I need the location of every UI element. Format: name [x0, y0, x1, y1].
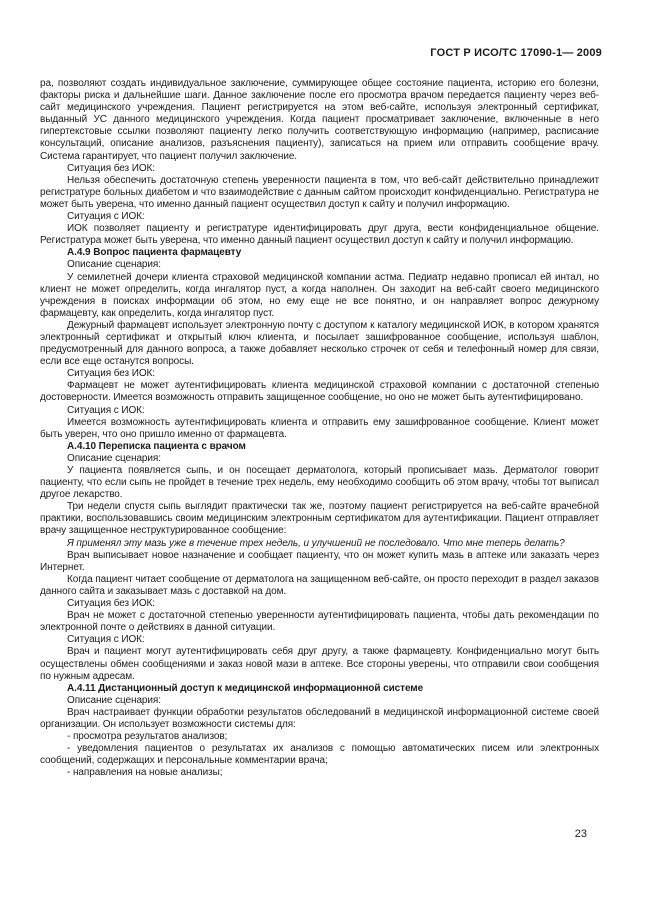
paragraph: У семилетней дочери клиента страховой медицинской компании астма. Педиатр недавно прописал ей интал, но клиент не может определить, когда ингалятор пуст, а когда наполнен. Он заходит на веб-сайт своего медицинского учреждения в поисках информации об этом, но ему еще не все понятно, и он направляет вопрос дежурному фармацевту, как определить, когда ингалятор пуст.	[40, 271, 599, 319]
paragraph-continuation: ра, позволяют создать индивидуальное заключение, суммирующее общее состояние пациента, историю его болезни, факторы риска и дальнейшие шаги. Данное заключение после его просмотра врачом передается пациенту через веб-сайт медицинского учреждения. Пациент регистрируется на этом веб-сайте, используя электронный сертификат, выданный УС данного медицинского учреждения. Когда пациент просматривает заключение, включенные в него гипертекстовые ссылки позволяют пациенту легко получить соответствующую информацию (например, расписание консультаций, описание анализов, разъяснения пациенту), записаться на прием или отправить сообщение врачу. Система гарантирует, что пациент получил заключение.	[40, 78, 599, 162]
paragraph: Ситуация с ИОК:	[67, 211, 145, 223]
paragraph: ИОК позволяет пациенту и регистратуре идентифицировать друг друга, вести конфиденциальное общение. Регистратура может быть уверена, что именно данный пациент осуществил доступ к сайту и получил информацию.	[40, 223, 599, 247]
paragraph: Описание сценария:	[67, 259, 161, 271]
section-heading: А.4.11 Дистанционный доступ к медицинской информационной системе	[67, 682, 424, 694]
paragraph: Нельзя обеспечить достаточную степень уверенности пациента в том, что веб-сайт действительно принадлежит регистратуре больных диабетом и что взаимодействие с данным сайтом происходит конфиденциально. Регистратура не может быть уверена, что именно данный пациент осуществил доступ к сайту и получил информацию.	[40, 174, 599, 210]
paragraph: Три недели спустя сыпь выглядит практически так же, поэтому пациент регистрируется на веб-сайте врачебной практики, воспользовавшись своим медицинским электронным сертификатом для аутентификации. Пациент отправляет врачу защищенное неструктурированное сообщение:	[40, 501, 599, 537]
paragraph: Имеется возможность аутентифицировать клиента и отправить ему зашифрованное сообщение. Клиент может быть уверен, что оно пришло именно от фармацевта.	[40, 416, 599, 440]
paragraph: Описание сценария:	[67, 694, 161, 706]
paragraph: Фармацевт не может аутентифицировать клиента медицинской страховой компании с достаточной степенью достоверности. Имеется возможность отправить защищенное сообщение, но оно не может быть аутентифицировано.	[40, 380, 599, 404]
paragraph: Ситуация без ИОК:	[67, 368, 155, 380]
paragraph: Когда пациент читает сообщение от дерматолога на защищенном веб-сайте, он просто переходит в раздел заказов данного сайта и заказывает мазь с доставкой на дом.	[40, 573, 599, 597]
section-heading: А.4.9 Вопрос пациента фармацевту	[67, 247, 242, 259]
section-heading: А.4.10 Переписка пациента с врачом	[67, 440, 246, 452]
paragraph: Врач выписывает новое назначение и сообщает пациенту, что он может купить мазь в аптеке или заказать через Интернет.	[40, 549, 599, 573]
quote-paragraph: Я применял эту мазь уже в течение трех недель, и улучшений не последовало. Что мне теперь делать?	[67, 537, 565, 549]
list-item: - просмотра результатов анализов;	[67, 731, 228, 743]
paragraph: Описание сценария:	[67, 452, 161, 464]
document-body	[40, 78, 599, 779]
paragraph: Ситуация с ИОК:	[67, 404, 145, 416]
list-item: - уведомления пациентов о результатах их анализов с помощью автоматических писем или электронных сообщений, содержащих и персональные комментарии врача;	[40, 743, 599, 767]
paragraph: Врач и пациент могут аутентифицировать себя друг другу, а также фармацевту. Конфиденциально могут быть осуществлены обмен сообщениями и заказ новой мази в аптеке. Все стороны уверены, что отправили свои сообщения по нужным адресам.	[40, 646, 599, 682]
page-number: 23	[574, 828, 587, 840]
list-item: - направления на новые анализы;	[67, 767, 223, 779]
paragraph: Врач настраивает функции обработки результатов обследований в медицинской информационной системе своей организации. Он использует возможности системы для:	[40, 706, 599, 730]
paragraph: Ситуация без ИОК:	[67, 598, 155, 610]
paragraph: Врач не может с достаточной степенью уверенности аутентифицировать пациента, чтобы дать рекомендации по электронной почте о действиях в данной ситуации.	[40, 610, 599, 634]
paragraph: Дежурный фармацевт использует электронную почту с доступом к каталогу медицинской ИОК, в котором хранятся электронный сертификат и открытый ключ клиента, и посылает зашифрованное сообщение, используя шаблон, предусмотренный для данного вопроса, а также добавляет несколько строчек от себя и телефонный номер для связи, если все еще останутся вопросы.	[40, 319, 599, 368]
paragraph: У пациента появляется сыпь, и он посещает дерматолога, который прописывает мазь. Дерматолог говорит пациенту, что если сыпь не пройдет в течение трех недель, ему необходимо сообщить об этом врачу, чтобы тот выписал другое лекарство.	[40, 465, 599, 501]
running-header: ГОСТ Р ИСО/ТС 17090-1— 2009	[430, 47, 602, 59]
paragraph: Ситуация без ИОК:	[67, 162, 155, 174]
paragraph: Ситуация с ИОК:	[67, 634, 145, 646]
